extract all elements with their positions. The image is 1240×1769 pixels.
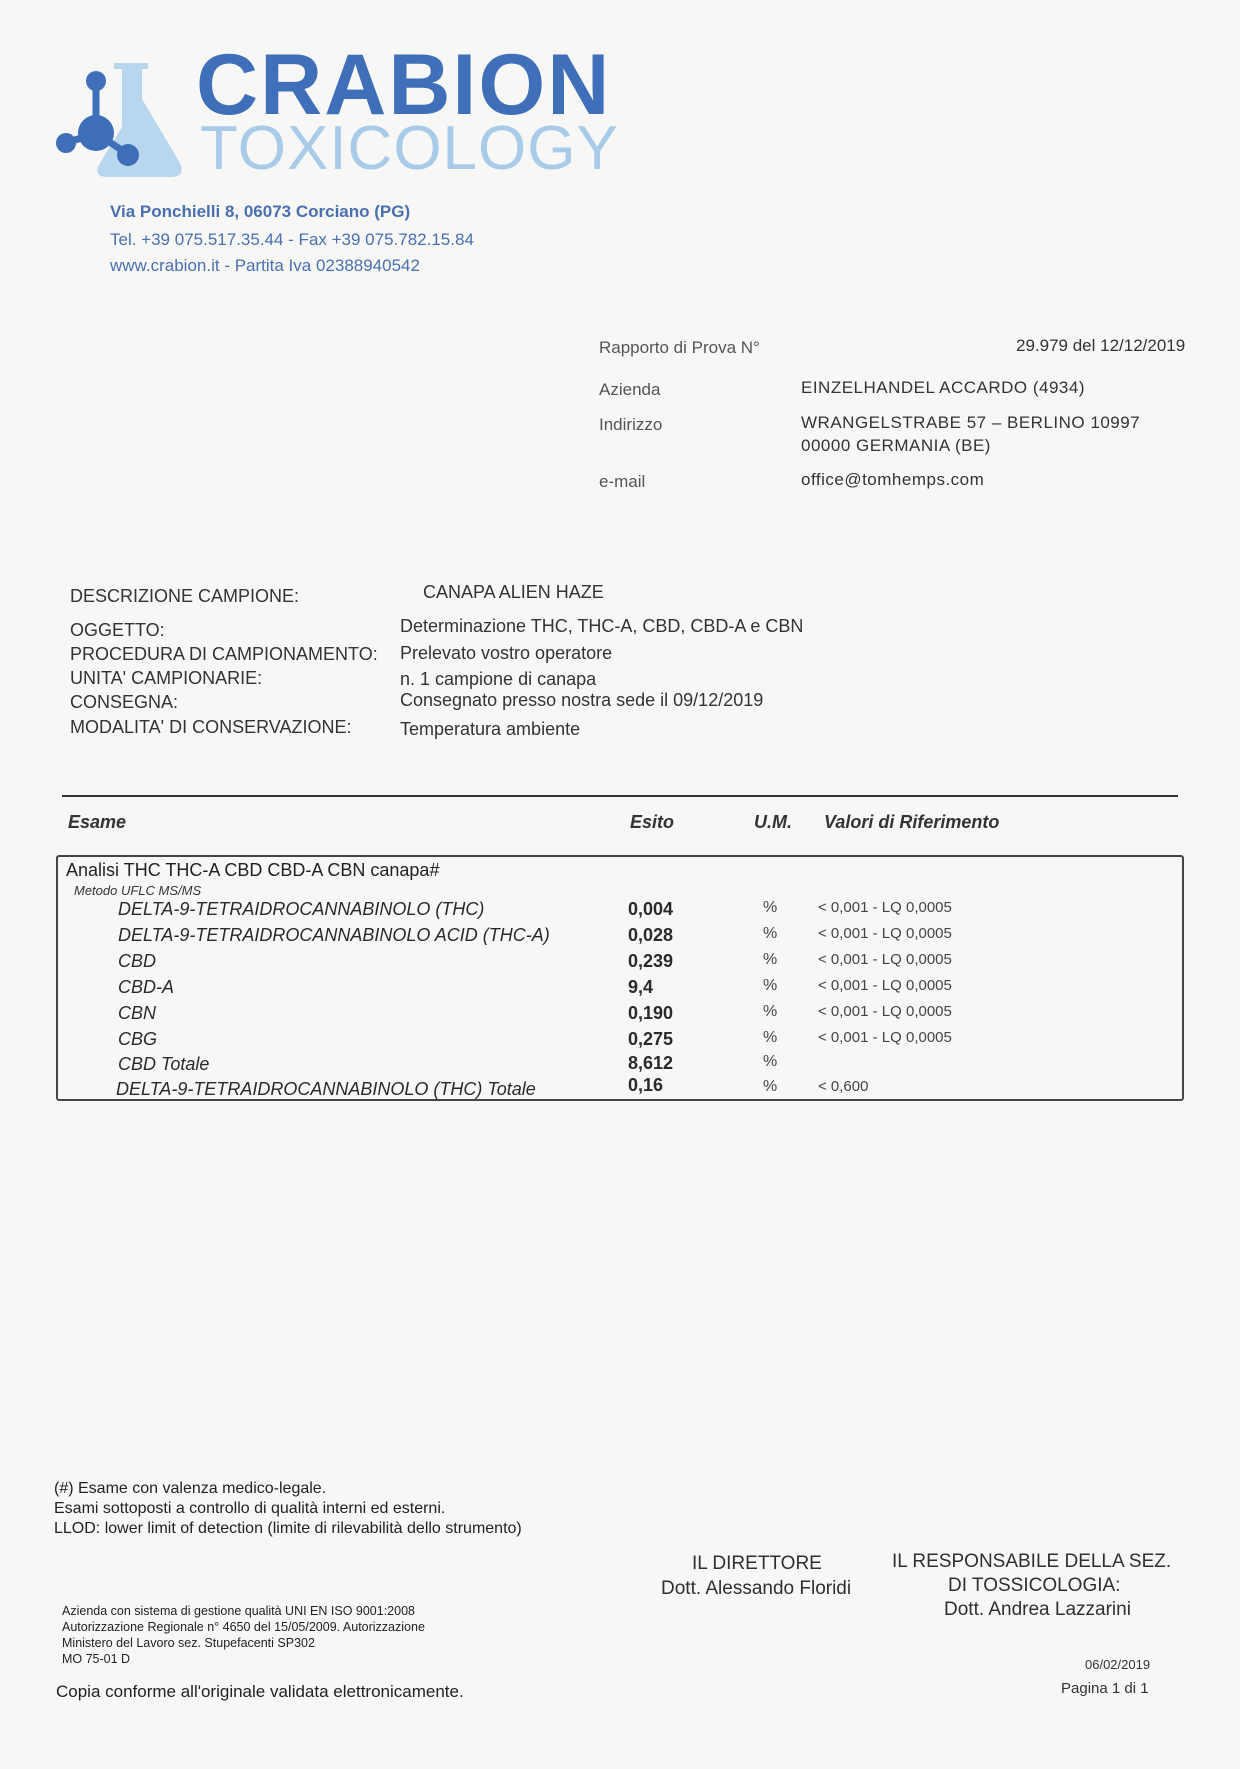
row-value: 0,16 <box>628 1075 664 1095</box>
report-number: 29.979 del 12/12/2019 <box>1016 336 1186 355</box>
note-medico-legale: (#) Esame con valenza medico-legale. <box>54 1480 327 1497</box>
header-esame: Esame <box>68 812 127 832</box>
oggetto-value: Determinazione THC, THC-A, CBD, CBD-A e CBN <box>400 616 804 636</box>
row-um: % <box>763 1003 778 1020</box>
director-title: IL DIRETTORE <box>692 1553 822 1574</box>
row-name: CBN <box>118 1003 157 1023</box>
analysis-method: Metodo UFLC MS/MS <box>74 883 202 898</box>
email-label: e-mail <box>599 472 646 491</box>
row-value: 8,612 <box>628 1053 674 1073</box>
row-ref: < 0,001 - LQ 0,0005 <box>818 1029 952 1046</box>
indirizzo-line1: WRANGELSTRABE 57 – BERLINO 10997 <box>801 413 1141 432</box>
descrizione-label: DESCRIZIONE CAMPIONE: <box>70 586 300 606</box>
footer-date: 06/02/2019 <box>1085 1657 1151 1672</box>
unita-value: n. 1 campione di canapa <box>400 669 597 689</box>
row-value: 9,4 <box>628 977 654 997</box>
header-esito: Esito <box>630 812 675 832</box>
tox-name: Dott. Andrea Lazzarini <box>944 1599 1131 1620</box>
tox-title-line1: IL RESPONSABILE DELLA SEZ. <box>892 1551 1172 1572</box>
row-ref: < 0,001 - LQ 0,0005 <box>818 951 952 968</box>
row-um: % <box>763 951 778 968</box>
director-name: Dott. Alessando Floridi <box>661 1578 852 1599</box>
procedura-value: Prelevato vostro operatore <box>400 643 613 663</box>
indirizzo-line2: 00000 GERMANIA (BE) <box>801 436 991 455</box>
copy-note: Copia conforme all'originale validata elettronicamente. <box>56 1682 464 1701</box>
row-um: % <box>763 899 778 916</box>
email-value[interactable]: office@tomhemps.com <box>801 470 985 489</box>
modalita-value: Temperatura ambiente <box>400 719 581 739</box>
row-ref: < 0,001 - LQ 0,0005 <box>818 925 952 942</box>
page-number: Pagina 1 di 1 <box>1061 1680 1149 1697</box>
consegna-value: Consegnato presso nostra sede il 09/12/2019 <box>400 690 764 710</box>
row-um: % <box>763 925 778 942</box>
certification-module: MO 75-01 D <box>62 1652 131 1666</box>
company-website: www.crabion.it - Partita Iva 02388940542 <box>110 256 420 275</box>
row-ref: < 0,001 - LQ 0,0005 <box>818 977 952 994</box>
header-um: U.M. <box>754 812 792 832</box>
table-top-rule <box>62 795 1178 797</box>
row-value: 0,275 <box>628 1029 674 1049</box>
consegna-label: CONSEGNA: <box>70 692 179 712</box>
modalita-label: MODALITA' DI CONSERVAZIONE: <box>70 717 352 737</box>
row-um: % <box>763 977 778 994</box>
analysis-group-title: Analisi THC THC-A CBD CBD-A CBN canapa# <box>66 860 440 880</box>
brand-subtitle: TOXICOLOGY <box>200 114 619 183</box>
company-address: Via Ponchielli 8, 06073 Corciano (PG) <box>110 202 411 221</box>
report-number-label: Rapporto di Prova N° <box>599 338 760 357</box>
row-um: % <box>763 1029 778 1046</box>
row-um: % <box>763 1078 778 1095</box>
row-ref: < 0,600 <box>818 1078 869 1095</box>
brand-name: CRABION <box>196 37 612 133</box>
row-name: DELTA-9-TETRAIDROCANNABINOLO (THC) <box>118 899 485 919</box>
row-value: 0,004 <box>628 899 674 919</box>
row-ref: < 0,001 - LQ 0,0005 <box>818 1003 952 1020</box>
azienda-value: EINZELHANDEL ACCARDO (4934) <box>801 378 1086 397</box>
company-phone: Tel. +39 075.517.35.44 - Fax +39 075.782.15.84 <box>110 230 474 249</box>
row-name: DELTA-9-TETRAIDROCANNABINOLO (THC) Totale <box>116 1079 536 1099</box>
note-llod: LLOD: lower limit of detection (limite di rilevabilità dello strumento) <box>54 1520 522 1537</box>
oggetto-label: OGGETTO: <box>70 620 165 640</box>
row-value: 0,239 <box>628 951 674 971</box>
row-name: CBG <box>118 1029 158 1049</box>
row-name: CBD <box>118 951 157 971</box>
header-riferimento: Valori di Riferimento <box>824 812 1000 832</box>
note-quality-control: Esami sottoposti a controllo di qualità interni ed esterni. <box>54 1500 446 1517</box>
certification-regional: Autorizzazione Regionale n° 4650 del 15/05/2009. Autorizzazione <box>62 1620 425 1634</box>
tox-title-line2: DI TOSSICOLOGIA: <box>948 1575 1121 1596</box>
row-value: 0,028 <box>628 925 674 945</box>
row-name: CBD-A <box>118 977 175 997</box>
unita-label: UNITA' CAMPIONARIE: <box>70 668 263 688</box>
certification-ministry: Ministero del Lavoro sez. Stupefacenti SP302 <box>62 1636 315 1650</box>
row-ref: < 0,001 - LQ 0,0005 <box>818 899 952 916</box>
indirizzo-label: Indirizzo <box>599 415 663 434</box>
results-box <box>56 855 1184 1101</box>
crabion-logo-icon <box>56 55 196 180</box>
descrizione-value: CANAPA ALIEN HAZE <box>423 582 604 602</box>
row-value: 0,190 <box>628 1003 674 1023</box>
row-um: % <box>763 1053 778 1070</box>
row-name: DELTA-9-TETRAIDROCANNABINOLO ACID (THC-A) <box>118 925 550 945</box>
row-name: CBD Totale <box>118 1054 210 1074</box>
azienda-label: Azienda <box>599 380 661 399</box>
certification-iso: Azienda con sistema di gestione qualità UNI EN ISO 9001:2008 <box>62 1604 415 1618</box>
procedura-label: PROCEDURA DI CAMPIONAMENTO: <box>70 644 378 664</box>
